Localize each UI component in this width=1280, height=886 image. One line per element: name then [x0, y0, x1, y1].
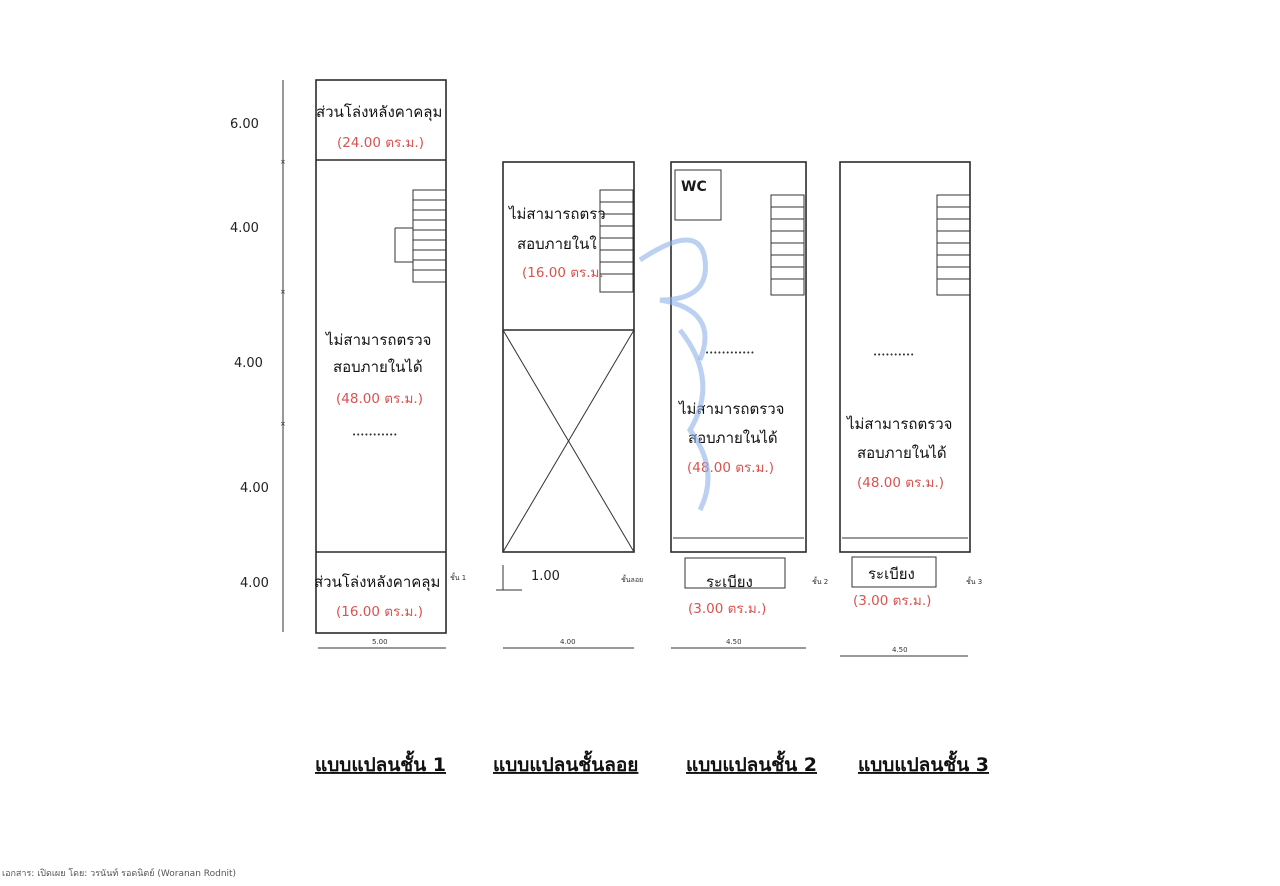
stair-icon — [937, 195, 970, 295]
plan1-bottom-area-label: ส่วนโล่งหลังคาคลุม — [314, 573, 441, 591]
plan1-top-area-label: ส่วนโล่งหลังคาคลุม — [316, 103, 443, 121]
plan1-top-area-size: (24.00 ตร.ม.) — [337, 135, 424, 151]
svg-text:•••••••••••: ••••••••••• — [352, 431, 398, 439]
svg-text:×: × — [280, 288, 286, 296]
footer-note: เอกสาร: เปิดเผย โดย: วรนันท์ รอดนิตย์ (Woranan Rodnit) — [2, 869, 237, 879]
plan1-bottom-area-size: (16.00 ตร.ม.) — [336, 604, 423, 620]
stair-icon — [395, 190, 446, 282]
plan-floor-2 — [671, 162, 828, 648]
caption-mezzanine: แบบแปลนชั้นลอย — [493, 754, 639, 776]
plan3-balcony-size: (3.00 ตร.ม.) — [853, 593, 932, 609]
plan-mezzanine — [496, 162, 643, 648]
svg-text:4.50: 4.50 — [892, 646, 908, 654]
svg-text:×: × — [280, 158, 286, 166]
plan-floor-3 — [840, 162, 982, 656]
plan3-label-1: ไม่สามารถตรวจ — [847, 415, 953, 433]
dim-label: 4.00 — [234, 356, 263, 371]
plan1-main-label-2: สอบภายในได้ — [333, 358, 423, 376]
plan2-balcony-size: (3.00 ตร.ม.) — [688, 601, 767, 617]
plan3-balcony-label: ระเบียง — [868, 565, 915, 583]
caption-floor-2: แบบแปลนชั้น 2 — [686, 754, 818, 776]
svg-text:5.00: 5.00 — [372, 638, 388, 646]
dim-label: 6.00 — [230, 117, 259, 132]
svg-text:×: × — [280, 420, 286, 428]
plan1-main-label-1: ไม่สามารถตรวจ — [326, 331, 432, 349]
plan2-label-2: สอบภายในได้ — [688, 429, 778, 447]
wc-label: WC — [681, 179, 707, 195]
dim-label: 4.00 — [230, 221, 259, 236]
wc-room — [675, 170, 721, 220]
plan1-main-size: (48.00 ตร.ม.) — [336, 391, 423, 407]
mezz-size: (16.00 ตร.ม. — [522, 265, 604, 281]
plan2-size: (48.00 ตร.ม.) — [687, 460, 774, 476]
svg-text:4.50: 4.50 — [726, 638, 742, 646]
captions — [315, 750, 989, 776]
caption-floor-1: แบบแปลนชั้น 1 — [315, 754, 447, 776]
left-dimension-column — [230, 80, 286, 632]
svg-text:ชั้น 1: ชั้น 1 — [450, 574, 467, 582]
dim-label: 4.00 — [240, 481, 269, 496]
plan2-label-1: ไม่สามารถตรวจ — [679, 400, 785, 418]
caption-floor-3: แบบแปลนชั้น 3 — [858, 754, 990, 776]
dim-label: 4.00 — [240, 576, 269, 591]
svg-text:4.00: 4.00 — [560, 638, 576, 646]
svg-text:••••••••••••: •••••••••••• — [705, 349, 755, 357]
svg-text:••••••••••: •••••••••• — [873, 351, 915, 359]
plan3-size: (48.00 ตร.ม.) — [857, 475, 944, 491]
mezz-label-1: ไม่สามารถตรว — [509, 205, 606, 223]
stair-icon — [771, 195, 804, 295]
svg-text:ชั้น 3: ชั้น 3 — [966, 578, 983, 586]
plan3-label-2: สอบภายในได้ — [857, 444, 947, 462]
svg-text:ชั้นลอย: ชั้นลอย — [621, 576, 644, 584]
mezz-label-2: สอบภายในใ — [517, 235, 597, 253]
plan2-balcony-label: ระเบียง — [706, 573, 753, 591]
plan1-outline — [316, 80, 446, 633]
plan-floor-1 — [314, 80, 466, 648]
mezz-step-dim: 1.00 — [531, 569, 560, 584]
svg-text:ชั้น 2: ชั้น 2 — [812, 578, 829, 586]
